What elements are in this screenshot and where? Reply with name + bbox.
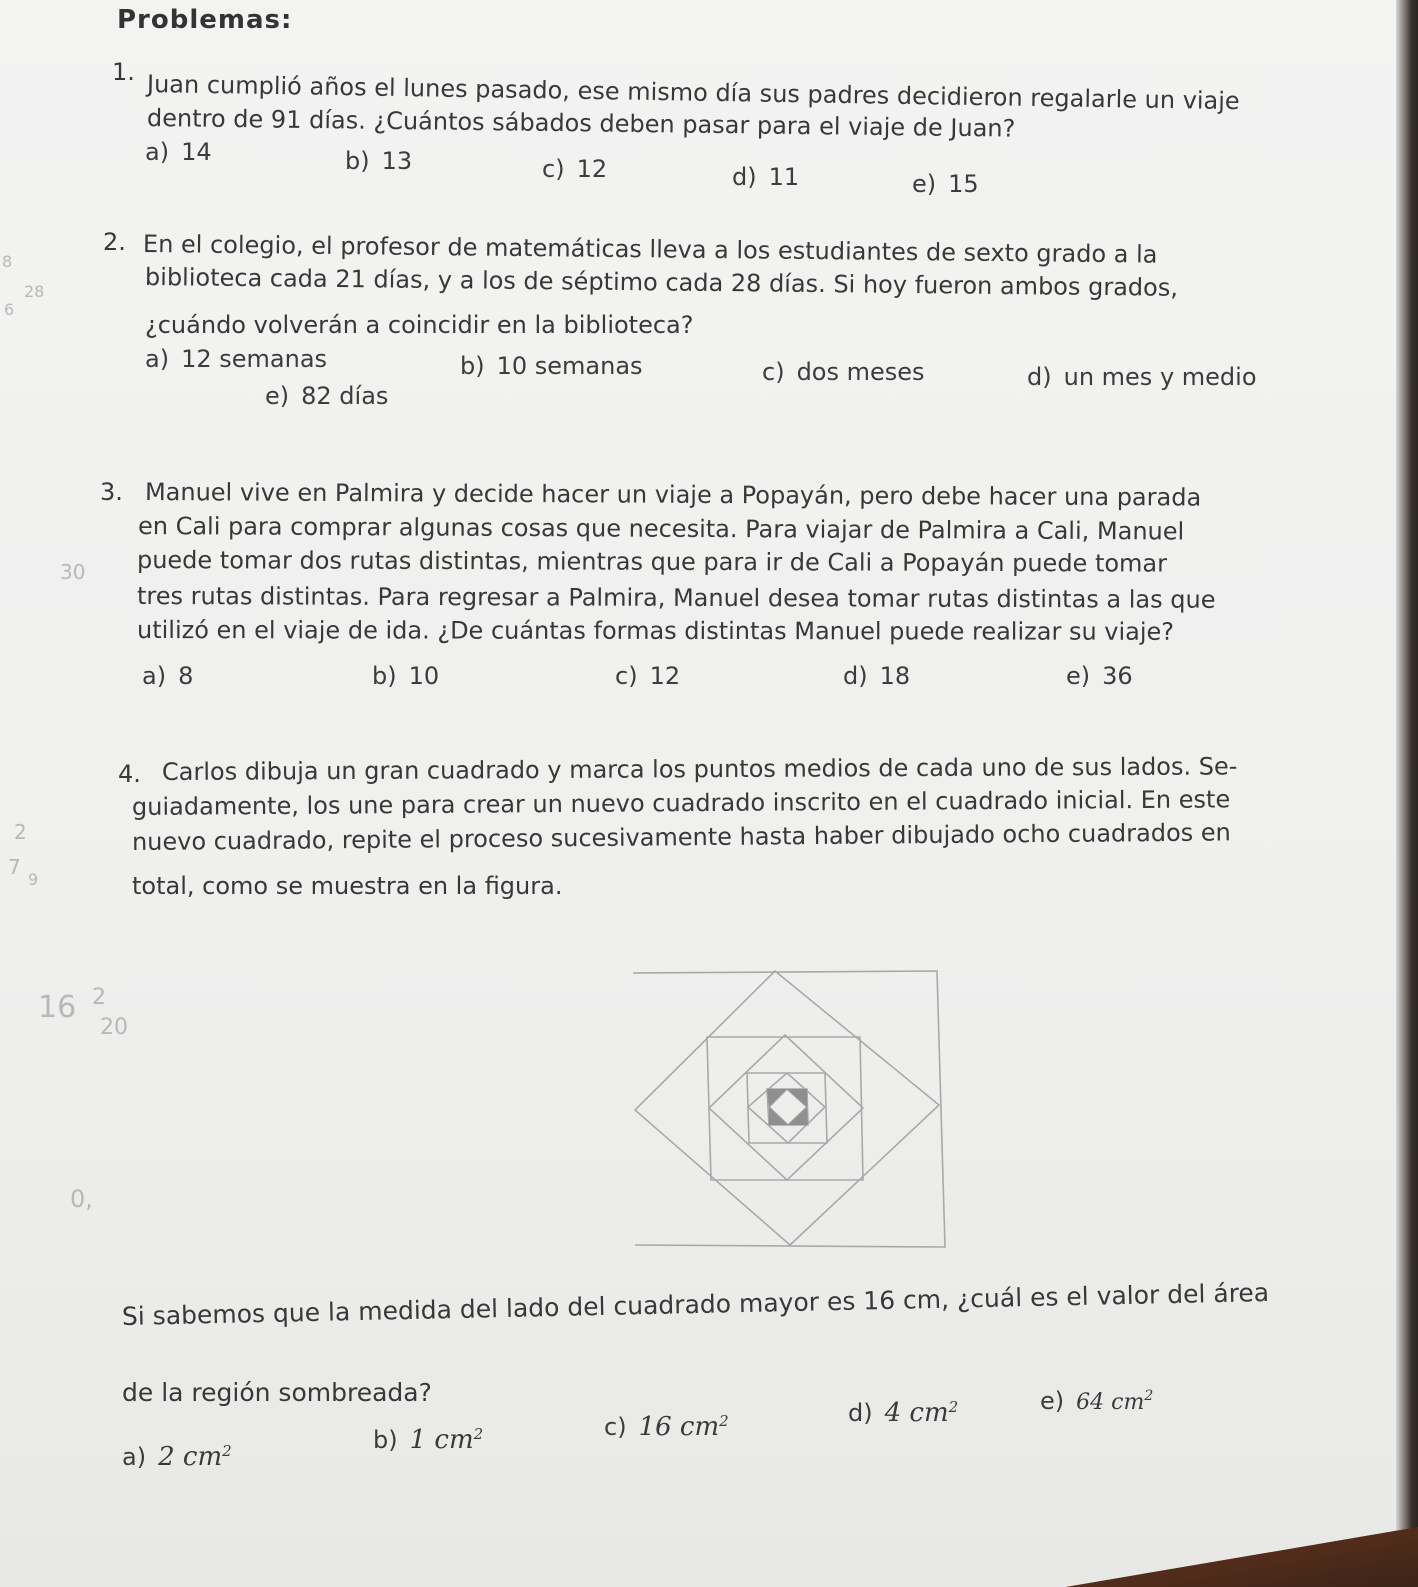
margin-note: 8 bbox=[2, 252, 13, 271]
problem-4-option-c bbox=[604, 1412, 729, 1442]
option-label: c) bbox=[615, 662, 638, 690]
problem-4-question-line-2: de la región sombreada? bbox=[122, 1378, 432, 1407]
problem-1-option-a bbox=[145, 138, 212, 166]
option-label: d) bbox=[732, 163, 757, 191]
square-6 bbox=[748, 1073, 825, 1143]
problem-3-line-2: en Cali para comprar algunas cosas que necesita. Para viajar de Palmira a Cali, Manuel bbox=[137, 512, 1185, 546]
option-text: 12 bbox=[576, 155, 608, 183]
option-label: a) bbox=[122, 1443, 147, 1471]
option-text: 18 bbox=[879, 662, 911, 690]
problem-4-line-2: guiadamente, los une para crear un nuevo cuadrado inscrito en el cuadrado inicial. En este bbox=[131, 785, 1231, 821]
problem-3-number: 3. bbox=[100, 478, 123, 506]
margin-note: 2 bbox=[14, 820, 27, 844]
margin-note: 30 bbox=[60, 560, 86, 584]
problem-4-line-3: nuevo cuadrado, repite el proceso sucesivamente hasta haber dibujado ocho cuadrados en bbox=[131, 818, 1231, 856]
square-3 bbox=[707, 1037, 863, 1180]
problem-4-option-d bbox=[848, 1398, 958, 1428]
option-exponent: 2 bbox=[719, 1412, 729, 1430]
option-label: a) bbox=[145, 138, 170, 166]
option-text: 10 bbox=[408, 662, 440, 690]
shaded-region bbox=[767, 1089, 808, 1125]
problem-3-option-b bbox=[372, 662, 439, 690]
problem-4-option-e bbox=[1040, 1387, 1153, 1415]
problem-2-option-d bbox=[1027, 363, 1257, 391]
problem-4-line-1: Carlos dibuja un gran cuadrado y marca los puntos medios de cada uno de sus lados. Se- bbox=[161, 752, 1238, 786]
option-text: 1 cm bbox=[409, 1425, 474, 1455]
option-text: dos meses bbox=[796, 358, 925, 386]
option-label: e) bbox=[1040, 1387, 1065, 1415]
problem-3-option-c bbox=[615, 662, 680, 690]
problem-2-option-e bbox=[265, 382, 388, 410]
problem-3-option-a bbox=[142, 662, 193, 690]
margin-note: 7 bbox=[8, 855, 21, 879]
option-label: a) bbox=[142, 662, 167, 690]
problem-3-line-5: utilizó en el viaje de ida. ¿De cuántas formas distintas Manuel puede realizar su viaje? bbox=[136, 616, 1175, 646]
problem-4-question-line-1: Si sabemos que la medida del lado del cuadrado mayor es 16 cm, ¿cuál es el valor del área bbox=[121, 1277, 1270, 1331]
problem-3-line-3: puede tomar dos rutas distintas, mientras que para ir de Cali a Popayán puede tomar bbox=[136, 546, 1168, 578]
option-text: 13 bbox=[381, 147, 413, 175]
problem-2-line-2: biblioteca cada 21 días, y a los de séptimo cada 28 días. Si hoy fueron ambos grados, bbox=[144, 263, 1179, 302]
option-label: e) bbox=[1066, 662, 1091, 690]
margin-note: 9 bbox=[28, 870, 39, 889]
option-exponent: 2 bbox=[1144, 1388, 1154, 1404]
option-exponent: 2 bbox=[948, 1398, 959, 1416]
problem-1-line-1: Juan cumplió años el lunes pasado, ese mismo día sus padres decidieron regalarle un viaje bbox=[146, 70, 1240, 116]
option-text: 11 bbox=[768, 163, 800, 191]
option-label: e) bbox=[912, 170, 937, 198]
problem-2-option-c bbox=[762, 358, 925, 386]
option-text: un mes y medio bbox=[1063, 363, 1257, 391]
option-label: b) bbox=[373, 1426, 398, 1454]
square-2 bbox=[635, 971, 939, 1245]
option-exponent: 2 bbox=[473, 1425, 484, 1443]
option-text: 16 cm bbox=[638, 1412, 720, 1442]
problem-4-option-a bbox=[122, 1442, 232, 1472]
option-label: a) bbox=[145, 345, 170, 373]
page-title: Problemas: bbox=[117, 5, 293, 35]
square-4 bbox=[709, 1035, 863, 1180]
option-label: e) bbox=[265, 382, 290, 410]
option-text: 10 semanas bbox=[496, 352, 643, 380]
option-text: 4 cm bbox=[884, 1398, 949, 1428]
problem-1-option-b bbox=[345, 147, 412, 175]
problem-3-line-4: tres rutas distintas. Para regresar a Palmira, Manuel desea tomar rutas distintas a las que bbox=[136, 582, 1216, 614]
page-edge-shadow bbox=[1396, 0, 1418, 1587]
option-label: b) bbox=[372, 662, 397, 690]
square-5 bbox=[747, 1073, 827, 1143]
problem-2-option-a bbox=[145, 345, 327, 373]
option-label: c) bbox=[542, 155, 565, 183]
margin-note: 28 bbox=[24, 282, 45, 301]
option-label: c) bbox=[762, 358, 785, 386]
margin-note: 6 bbox=[4, 300, 15, 319]
problem-2-number: 2. bbox=[103, 228, 126, 256]
option-text: 14 bbox=[181, 138, 212, 166]
problem-1-option-c bbox=[542, 155, 607, 183]
problem-2-line-1: En el colegio, el profesor de matemáticas lleva a los estudiantes de sexto grado a la bbox=[142, 230, 1158, 269]
option-label: d) bbox=[1027, 363, 1052, 391]
problem-2-option-b bbox=[460, 352, 643, 380]
option-label: d) bbox=[848, 1399, 873, 1427]
problem-3-option-e bbox=[1066, 662, 1133, 690]
option-label: c) bbox=[604, 1413, 627, 1441]
option-text: 36 bbox=[1102, 662, 1133, 690]
margin-note: 0, bbox=[70, 1185, 93, 1213]
option-label: d) bbox=[843, 662, 868, 690]
option-text: 2 cm bbox=[158, 1442, 223, 1472]
problem-1-line-2: dentro de 91 días. ¿Cuántos sábados deben pasar para el viaje de Juan? bbox=[146, 104, 1016, 143]
option-text: 12 bbox=[649, 662, 681, 690]
margin-note: 20 bbox=[100, 1015, 128, 1040]
problem-2-line-3: ¿cuándo volverán a coincidir en la biblioteca? bbox=[145, 311, 694, 339]
nested-squares-figure bbox=[625, 965, 955, 1250]
option-text: 8 bbox=[178, 662, 194, 690]
problem-3-line-1: Manuel vive en Palmira y decide hacer un viaje a Popayán, pero debe hacer una parada bbox=[144, 478, 1202, 512]
problem-3-option-d bbox=[843, 662, 910, 690]
option-text: 64 cm bbox=[1076, 1390, 1145, 1415]
option-text: 15 bbox=[948, 170, 979, 198]
problem-4-line-4: total, como se muestra en la figura. bbox=[132, 872, 563, 900]
problem-4-option-b bbox=[373, 1425, 483, 1455]
problem-4-number: 4. bbox=[118, 760, 141, 788]
option-label: b) bbox=[460, 352, 485, 380]
margin-note: 16 bbox=[38, 990, 77, 1025]
outer-square bbox=[633, 971, 945, 1247]
problem-1-number: 1. bbox=[112, 58, 135, 86]
option-text: 12 semanas bbox=[181, 345, 328, 373]
problem-1-option-e bbox=[912, 170, 979, 198]
problem-1-option-d bbox=[732, 163, 799, 191]
margin-note: 2 bbox=[92, 985, 106, 1010]
option-label: b) bbox=[345, 147, 370, 175]
option-text: 82 días bbox=[301, 382, 389, 410]
option-exponent: 2 bbox=[222, 1442, 232, 1460]
